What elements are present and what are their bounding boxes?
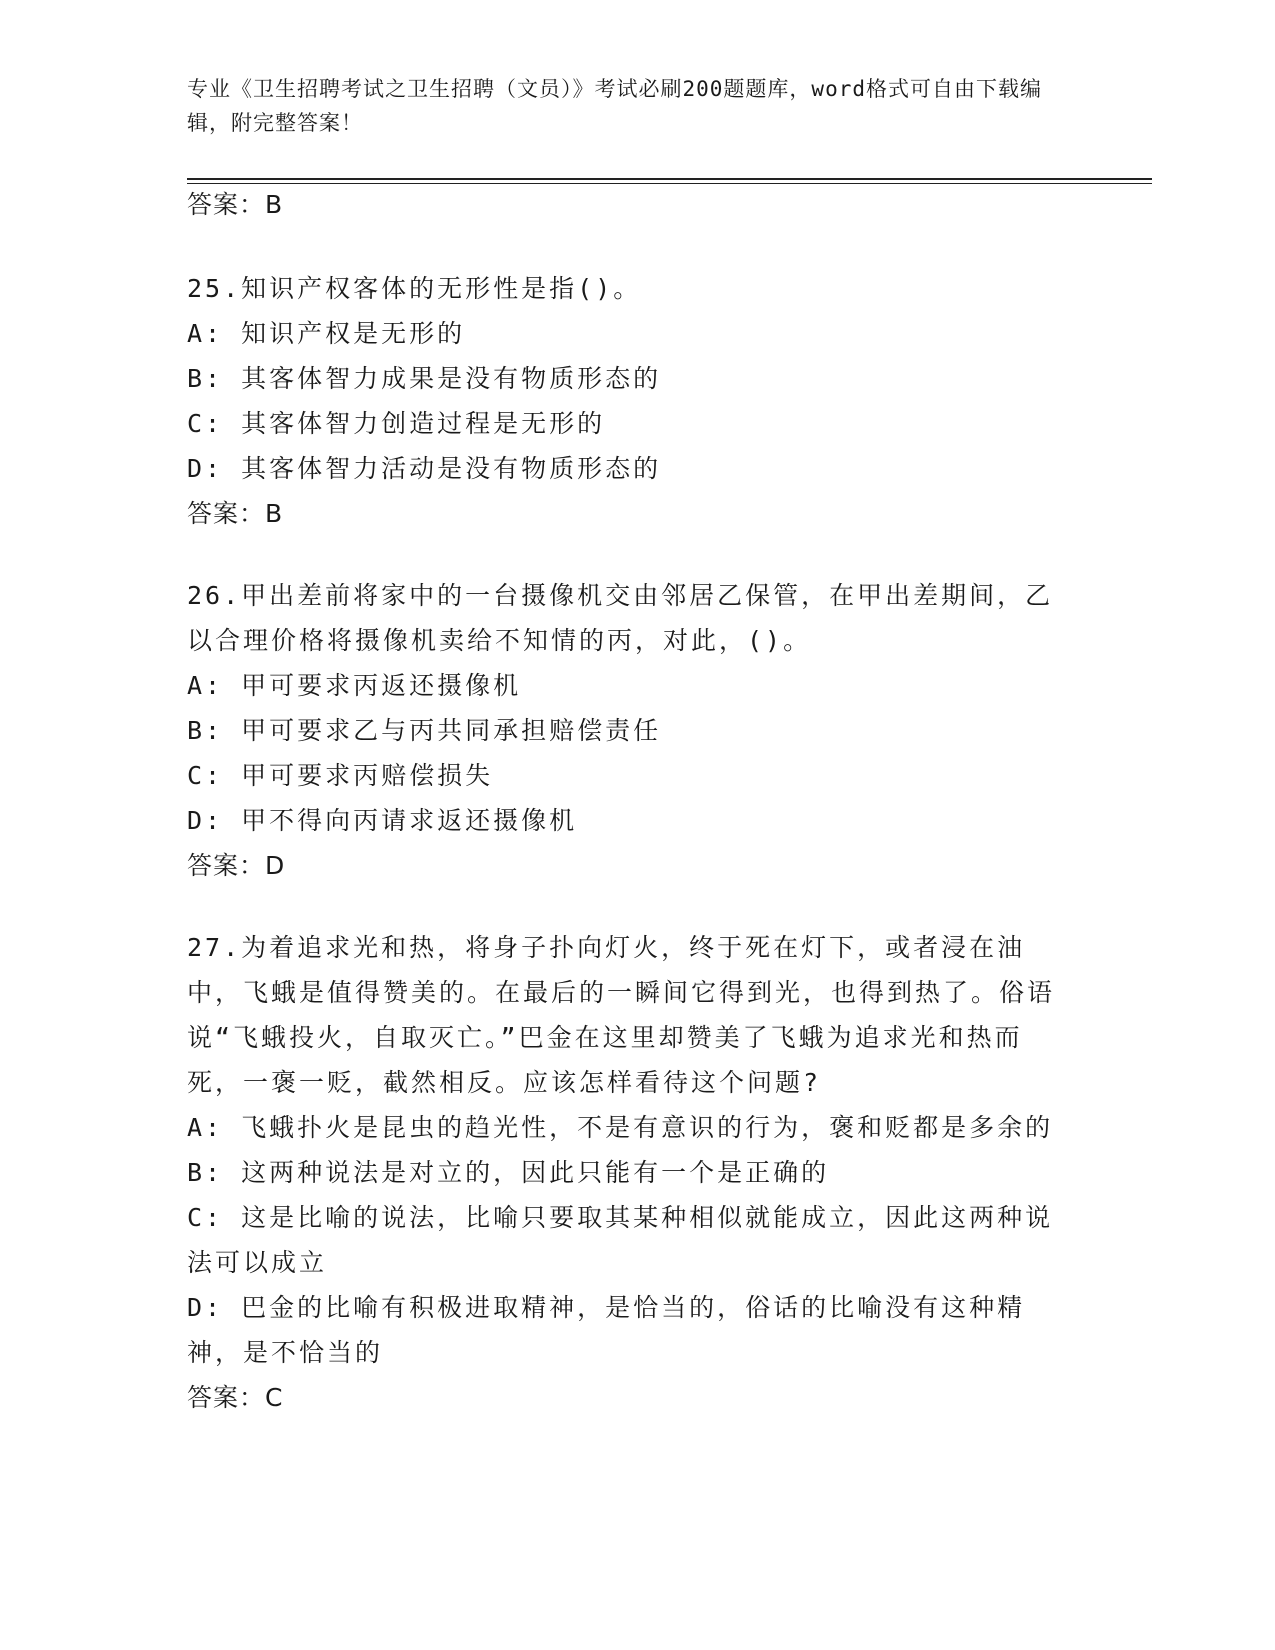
question-25 xyxy=(187,266,1067,536)
option-a: A: 甲可要求丙返还摄像机 xyxy=(187,671,522,700)
question-stem: 26.甲出差前将家中的一台摄像机交由邻居乙保管，在甲出差期间，乙以合理价格将摄像机卖给不知情的丙，对此，()。 xyxy=(187,581,1054,655)
option-b: B: 甲可要求乙与丙共同承担赔偿责任 xyxy=(187,716,662,745)
option-c: C: 其客体智力创造过程是无形的 xyxy=(187,409,606,438)
question-26 xyxy=(187,573,1067,888)
option-c: C: 甲可要求丙赔偿损失 xyxy=(187,761,494,790)
answer: 答案：C xyxy=(187,1383,284,1412)
previous-answer: 答案：B xyxy=(187,190,284,219)
option-a: A: 知识产权是无形的 xyxy=(187,319,466,348)
answer: 答案：D xyxy=(187,851,286,880)
option-d: D: 其客体智力活动是没有物质形态的 xyxy=(187,454,662,483)
header-divider xyxy=(187,178,1152,184)
question-stem: 27.为着追求光和热，将身子扑向灯火，终于死在灯下，或者浸在油中，飞蛾是值得赞美的。在最后的一瞬间它得到光，也得到热了。俗语说“飞蛾投火，自取灭亡。”巴金在这里却赞美了飞蛾为追求光和热而死，一褒一贬，截然相反。应该怎样看待这个问题? xyxy=(187,933,1056,1097)
option-d: D: 甲不得向丙请求返还摄像机 xyxy=(187,806,578,835)
option-c: C: 这是比喻的说法，比喻只要取其某种相似就能成立，因此这两种说法可以成立 xyxy=(187,1203,1054,1277)
question-stem: 25.知识产权客体的无形性是指()。 xyxy=(187,274,642,303)
answer: 答案：B xyxy=(187,499,284,528)
option-d: D: 巴金的比喻有积极进取精神，是恰当的，俗话的比喻没有这种精神，是不恰当的 xyxy=(187,1293,1026,1367)
option-a: A: 飞蛾扑火是昆虫的趋光性，不是有意识的行为，褒和贬都是多余的 xyxy=(187,1113,1054,1142)
option-b: B: 其客体智力成果是没有物质形态的 xyxy=(187,364,662,393)
option-b: B: 这两种说法是对立的，因此只能有一个是正确的 xyxy=(187,1158,830,1187)
document-header: 专业《卫生招聘考试之卫生招聘（文员）》考试必刷200题题库，word格式可自由下载编辑，附完整答案！ xyxy=(187,77,1042,135)
question-27 xyxy=(187,925,1067,1420)
